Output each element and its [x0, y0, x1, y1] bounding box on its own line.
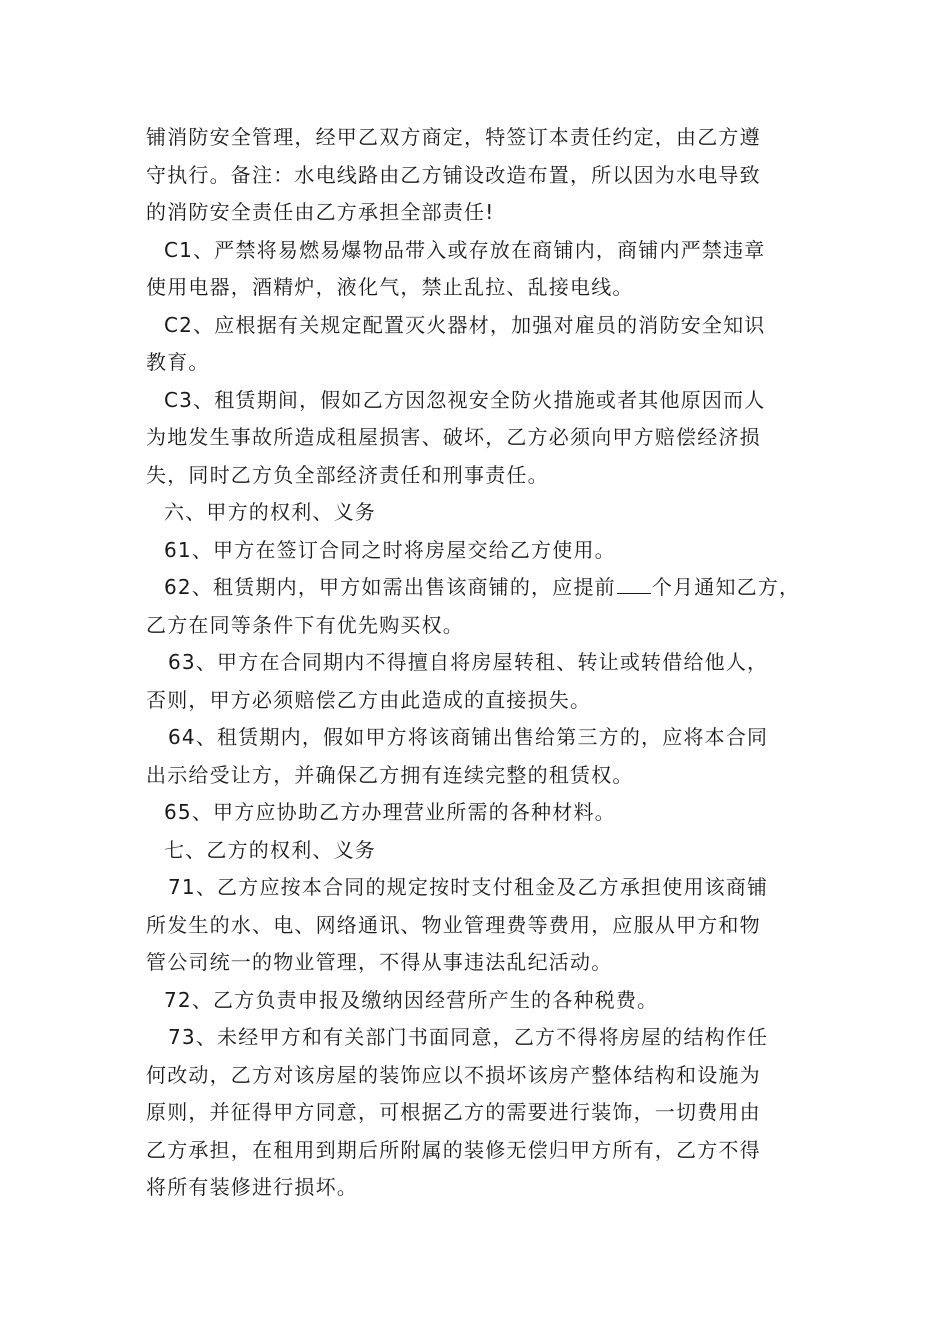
text-line: 72、乙方负责申报及缴纳因经营所产生的各种税费。 — [164, 987, 659, 1012]
text-line: 64、租赁期内，假如甲方将该商铺出售给第三方的，应将本合同 — [168, 725, 769, 749]
text-line: 失，同时乙方负全部经济责任和刑事责任。 — [146, 462, 549, 487]
text-line: 为地发生事故所造成租屋损害、破坏，乙方必须向甲方赔偿经济损 — [146, 425, 761, 449]
text-line: 所发生的水、电、网络通讯、物业管理费等费用，应服从甲方和物 — [146, 912, 761, 937]
text-line: 何改动，乙方对该房屋的装饰应以不损坏该房产整体结构和设施为 — [146, 1062, 761, 1087]
text-line: 乙方在同等条件下有优先购买权。 — [146, 612, 464, 637]
text-line — [146, 569, 818, 607]
section-title: 六、甲方的权利、义务 — [164, 500, 376, 524]
section-title: 七、乙方的权利、义务 — [164, 837, 376, 862]
text-line: 教育。 — [146, 350, 210, 374]
text-line: 73、未经甲方和有关部门书面同意，乙方不得将房屋的结构作任 — [168, 1025, 769, 1049]
paragraph-fire-safety-intro — [146, 119, 818, 232]
clause-65 — [146, 794, 818, 832]
clause-71 — [146, 869, 818, 982]
text-line: 71、乙方应按本合同的规定按时支付租金及乙方承担使用该商铺 — [168, 875, 769, 899]
clause-c1 — [146, 232, 818, 307]
clause-72 — [146, 982, 818, 1020]
text-line: 65、甲方应协助乙方办理营业所需的各种材料。 — [164, 800, 616, 824]
text-line: 出示给受让方，并确保乙方拥有连续完整的租赁权。 — [146, 762, 634, 787]
text-line: C2、应根据有关规定配置灭火器材，加强对雇员的消防安全知识 — [164, 312, 766, 337]
text-line: 否则，甲方必须赔偿乙方由此造成的直接损失。 — [146, 687, 592, 712]
clause-73 — [146, 1019, 818, 1207]
clause-63 — [146, 644, 818, 719]
text-line: C3、租赁期间，假如乙方因忽视安全防火措施或者其他原因而人 — [164, 387, 766, 412]
clause-c3 — [146, 382, 818, 495]
text-line: 乙方承担，在租用到期后所附属的装修无偿归甲方所有，乙方不得 — [146, 1137, 761, 1162]
text-line: 使用电器，酒精炉，液化气，禁止乱拉、乱接电线。 — [146, 275, 634, 299]
clause-c2 — [146, 307, 818, 382]
clause-64 — [146, 719, 818, 794]
clause-61 — [146, 532, 818, 570]
text-segment: 个月通知乙方， — [651, 575, 801, 599]
text-line: C1、严禁将易燃易爆物品带入或存放在商铺内，商铺内严禁违章 — [164, 237, 766, 262]
text-line: 铺消防安全管理，经甲乙双方商定，特签订本责任约定，由乙方遵 — [146, 125, 761, 149]
text-line: 原则，并征得甲方同意，可根据乙方的需要进行装饰，一切费用由 — [146, 1100, 761, 1124]
section-heading-party-a — [146, 494, 818, 532]
document-body — [146, 119, 818, 1207]
text-line: 63、甲方在合同期内不得擅自将房屋转租、转让或转借给他人， — [168, 650, 769, 674]
text-line: 的消防安全责任由乙方承担全部责任! — [146, 200, 495, 224]
clause-62 — [146, 569, 818, 644]
fill-in-blank — [617, 571, 651, 594]
text-line: 将所有装修进行损坏。 — [146, 1175, 358, 1199]
text-line: 守执行。备注：水电线路由乙方铺设改造布置，所以因为水电导致 — [146, 162, 761, 187]
section-heading-party-b — [146, 832, 818, 870]
text-segment: 62、租赁期内，甲方如需出售该商铺的，应提前 — [164, 575, 616, 599]
text-line: 61、甲方在签订合同之时将房屋交给乙方使用。 — [164, 537, 616, 562]
text-line: 管公司统一的物业管理，不得从事违法乱纪活动。 — [146, 950, 613, 974]
